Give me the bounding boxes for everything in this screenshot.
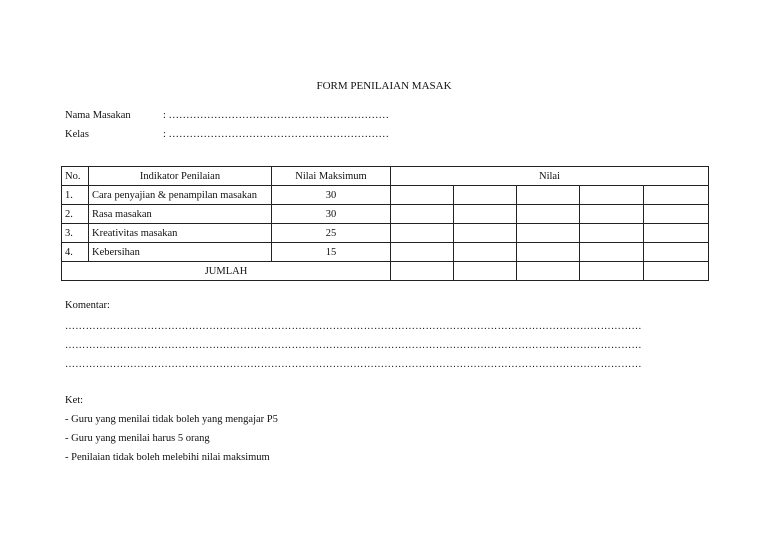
header-indikator: Indikator Penilaian <box>89 167 272 186</box>
assessment-table <box>61 166 709 281</box>
note-item: - Guru yang menilai harus 5 orang <box>65 433 210 444</box>
score-cell[interactable] <box>644 205 709 224</box>
total-cell[interactable] <box>391 262 454 281</box>
field-label: Kelas <box>65 129 89 140</box>
table-row <box>62 186 709 205</box>
row-max: 30 <box>272 205 391 224</box>
score-cell[interactable] <box>391 224 454 243</box>
score-cell[interactable] <box>391 205 454 224</box>
row-indikator: Kebersihan <box>89 243 272 262</box>
comment-line: …………………………………………………………………………………………………………………………………………………… <box>65 359 642 370</box>
table-header-row <box>62 167 709 186</box>
score-cell[interactable] <box>580 243 644 262</box>
score-cell[interactable] <box>644 243 709 262</box>
header-no: No. <box>62 167 89 186</box>
table-row <box>62 205 709 224</box>
row-indikator: Rasa masakan <box>89 205 272 224</box>
score-cell[interactable] <box>517 205 580 224</box>
header-nilai: Nilai <box>391 167 709 186</box>
score-cell[interactable] <box>391 243 454 262</box>
row-no: 2. <box>62 205 89 224</box>
row-no: 3. <box>62 224 89 243</box>
score-cell[interactable] <box>580 224 644 243</box>
score-cell[interactable] <box>580 205 644 224</box>
total-cell[interactable] <box>580 262 644 281</box>
field-kelas <box>65 129 389 140</box>
form-title: FORM PENILAIAN MASAK <box>316 80 452 92</box>
total-cell[interactable] <box>454 262 517 281</box>
score-cell[interactable] <box>517 224 580 243</box>
field-blank: : ……………………………………………………… <box>163 110 390 121</box>
note-item: - Penilaian tidak boleh melebihi nilai maksimum <box>65 452 270 463</box>
field-blank: : ……………………………………………………… <box>163 129 390 140</box>
table-row <box>62 224 709 243</box>
total-cell[interactable] <box>644 262 709 281</box>
score-cell[interactable] <box>454 243 517 262</box>
score-cell[interactable] <box>580 186 644 205</box>
row-max: 15 <box>272 243 391 262</box>
row-no: 1. <box>62 186 89 205</box>
notes-label: Ket: <box>65 395 84 406</box>
score-cell[interactable] <box>454 224 517 243</box>
score-cell[interactable] <box>391 186 454 205</box>
comment-label: Komentar: <box>65 300 110 311</box>
table-row <box>62 243 709 262</box>
header-nilai-maksimum: Nilai Maksimum <box>272 167 391 186</box>
row-max: 25 <box>272 224 391 243</box>
note-item: - Guru yang menilai tidak boleh yang mengajar P5 <box>65 414 278 425</box>
row-max: 30 <box>272 186 391 205</box>
score-cell[interactable] <box>644 224 709 243</box>
row-no: 4. <box>62 243 89 262</box>
total-cell[interactable] <box>517 262 580 281</box>
field-label: Nama Masakan <box>65 110 131 121</box>
field-nama-masakan <box>65 110 389 121</box>
row-indikator: Cara penyajian & penampilan masakan <box>89 186 272 205</box>
table-total-row <box>62 262 709 281</box>
comment-line: …………………………………………………………………………………………………………………………………………………… <box>65 340 642 351</box>
total-label: JUMLAH <box>62 262 391 281</box>
score-cell[interactable] <box>454 186 517 205</box>
score-cell[interactable] <box>517 186 580 205</box>
row-indikator: Kreativitas masakan <box>89 224 272 243</box>
score-cell[interactable] <box>644 186 709 205</box>
score-cell[interactable] <box>517 243 580 262</box>
score-cell[interactable] <box>454 205 517 224</box>
comment-line: …………………………………………………………………………………………………………………………………………………… <box>65 321 642 332</box>
